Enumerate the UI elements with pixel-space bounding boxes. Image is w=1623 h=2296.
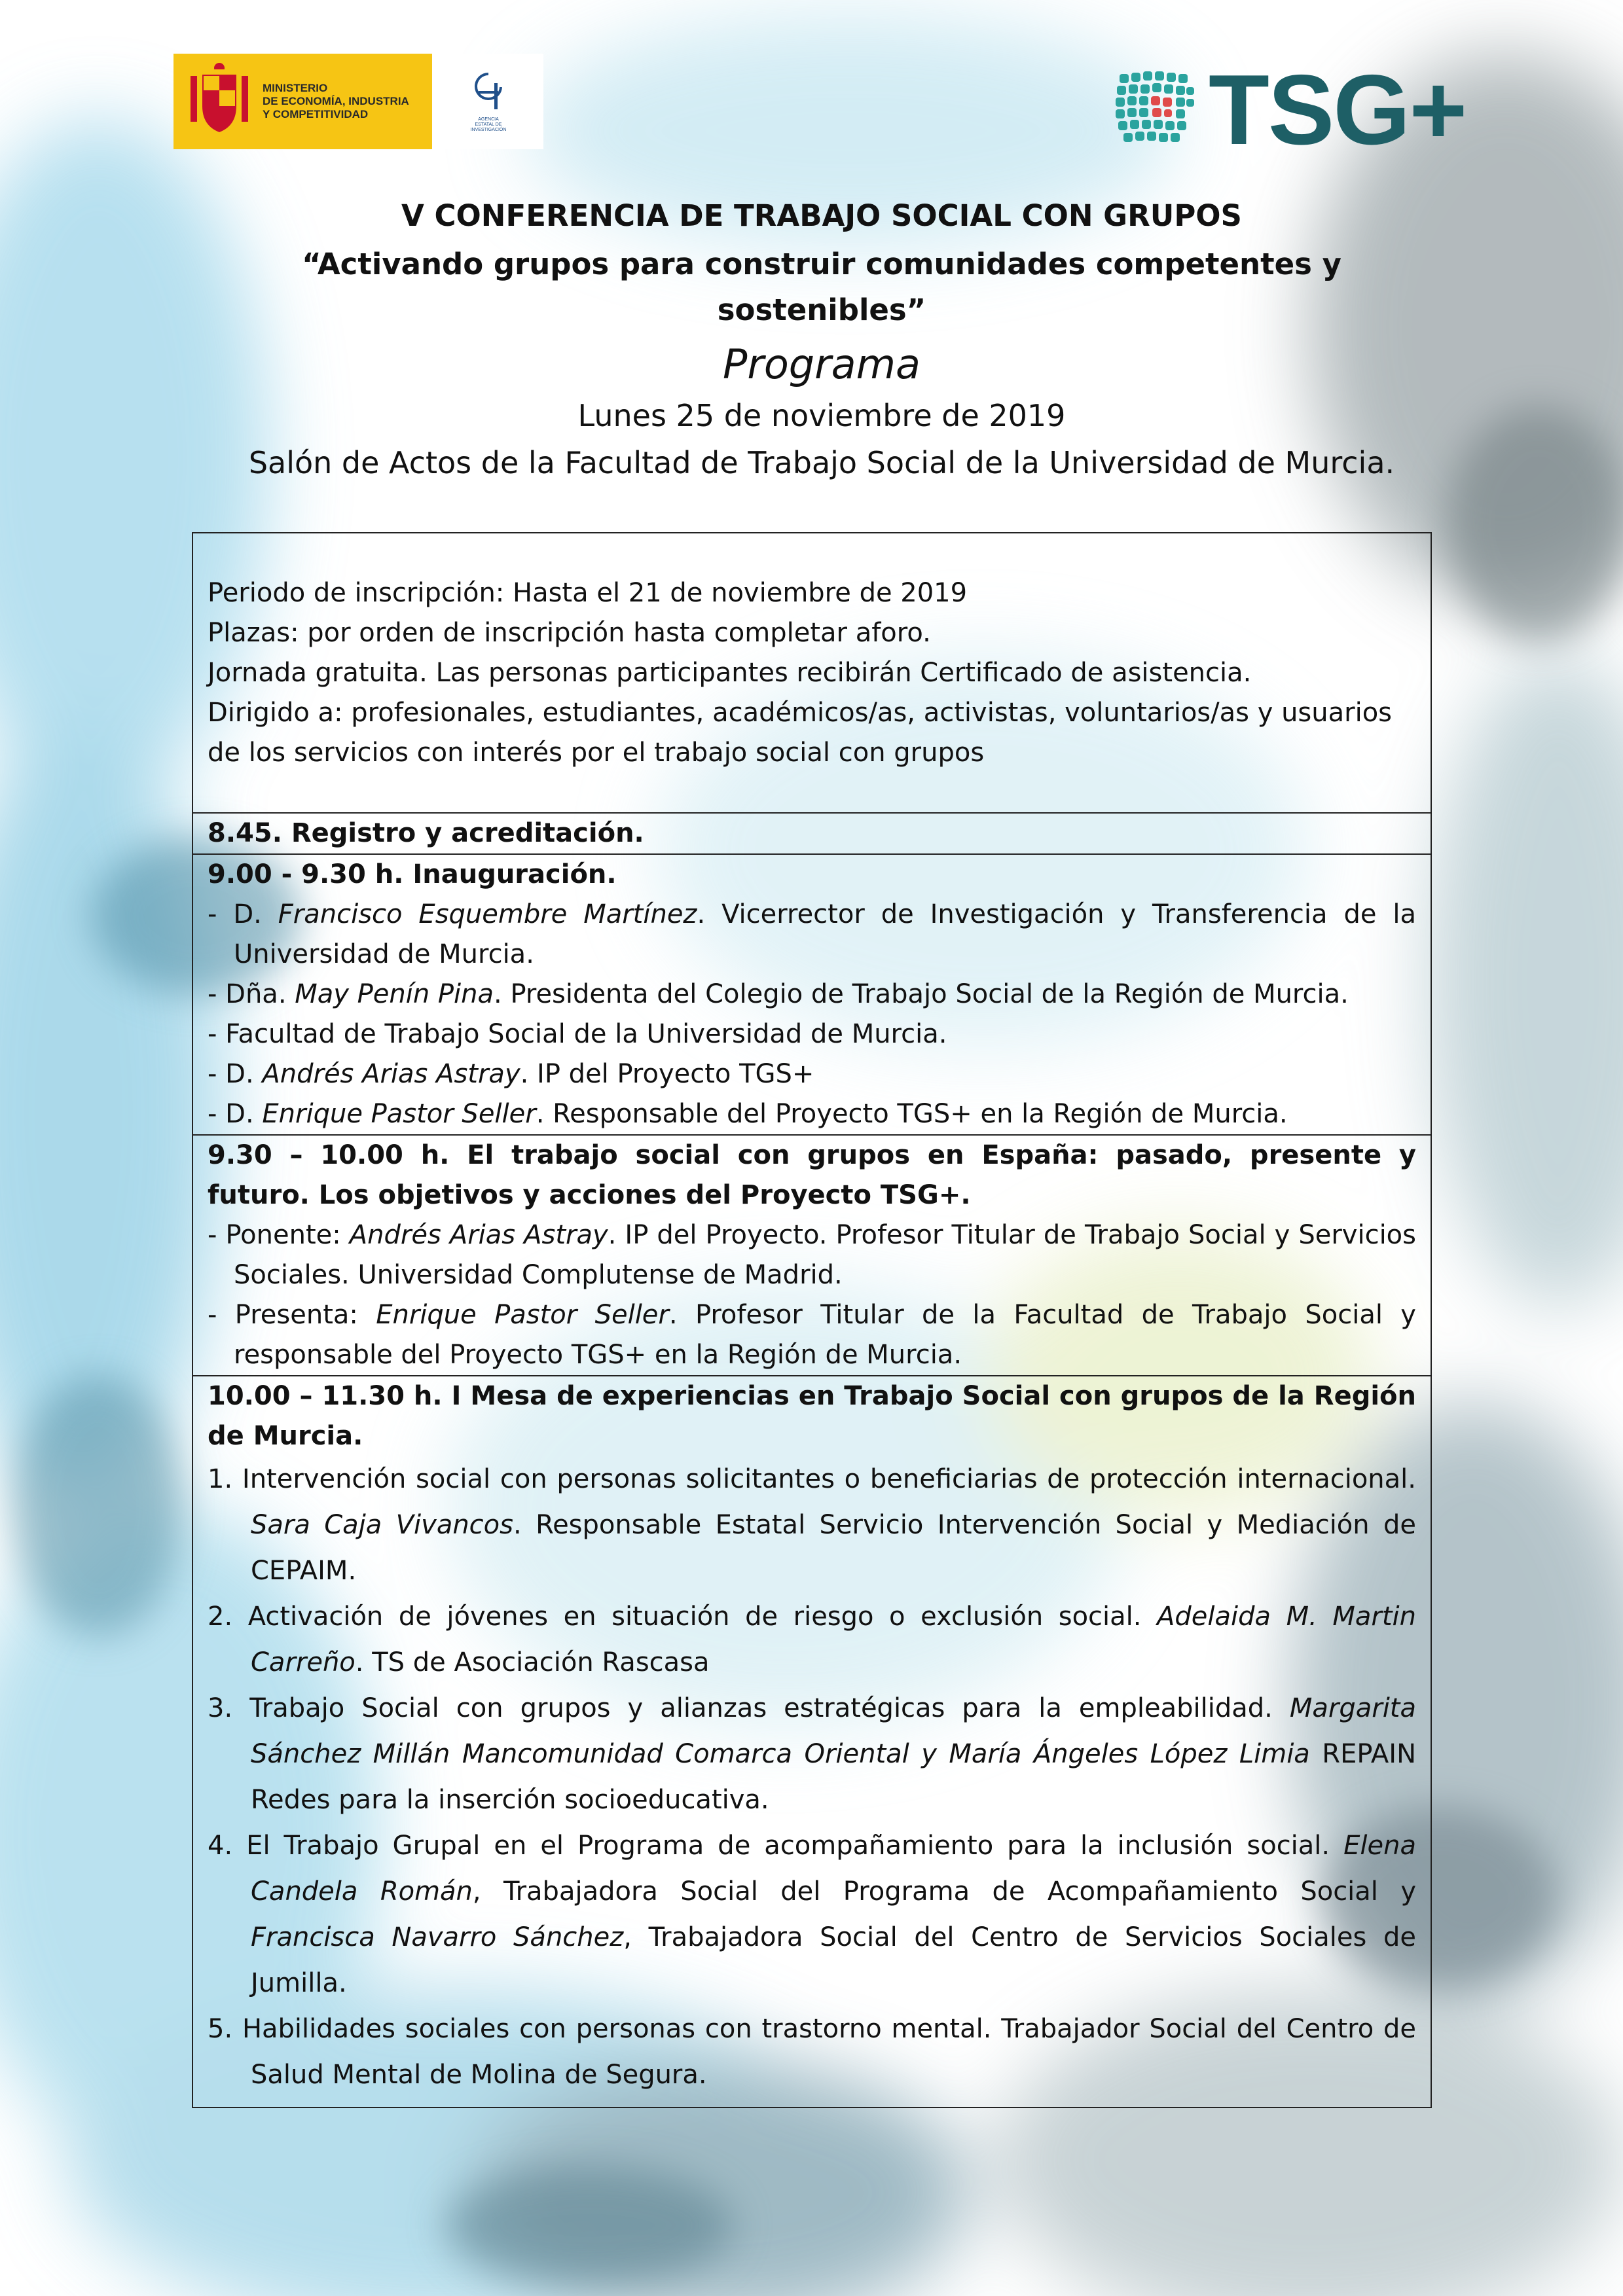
inauguration-speaker: - D. Enrique Pastor Seller. Responsable del Proyecto TGS+ en la Región de Murcia. [208,1099,1288,1129]
free-event-info: Jornada gratuita. Las personas participantes recibirán Certificado de asistencia. [208,658,1252,688]
inauguration-title: 9.00 - 9.30 h. Inauguración. [208,859,617,889]
registration-period: Periodo de inscripción: Hasta el 21 de noviembre de 2019 [208,578,968,608]
inauguration-speaker: - Dña. May Penín Pina. Presidenta del Colegio de Trabajo Social de la Región de Murcia. [208,979,1349,1009]
places-info: Plazas: por orden de inscripción hasta completar aforo. [208,618,931,648]
registration-title: 8.45. Registro y acreditación. [208,818,644,848]
inauguration-speaker: - Facultad de Trabajo Social de la Universidad de Murcia. [208,1019,947,1049]
event-date: Lunes 25 de noviembre de 2019 [577,398,1066,433]
ministry-name: MINISTERIO DE ECONOMÍA, INDUSTRIA Y COMPETITIVIDAD [263,82,409,120]
panel-item: 4. El Trabajo Grupal en el Programa de acompañamiento para la inclusión social. Elena Candela Román, Trabajadora Social del Programa de Acompañamiento Social y Francisca Navarro Sánchez, Trabajadora Social del Centro de Servicios Sociales de Jumilla. [208,1831,1416,1998]
agency-emblem-icon [472,70,505,116]
panel-item: 2. Activación de jóvenes en situación de riesgo o exclusión social. Adelaida M. Martin Carreño. TS de Asociación Rascasa [208,1602,1416,1677]
motto-line-1: “Activando grupos para construir comunidades competentes y [302,247,1341,281]
info-cell [193,533,1431,812]
conference-title: V CONFERENCIA DE TRABAJO SOCIAL CON GRUPOS [401,198,1242,233]
keynote-speaker: - Ponente: Andrés Arias Astray. IP del Proyecto. Profesor Titular de Trabajo Social y Servicios Sociales. Universidad Complutense de Madrid. [208,1220,1416,1290]
panel-title: 10.00 – 11.30 h. I Mesa de experiencias en Trabajo Social con grupos de la Región de Murcia. [208,1381,1416,1451]
agency-caption: AGENCIA ESTATAL DE INVESTIGACIÓN [470,117,507,132]
schedule-registration [193,812,1431,853]
program-heading: Programa [722,340,921,388]
schedule-panel [193,1375,1431,2107]
keynote-presenter: - Presenta: Enrique Pastor Seller. Profesor Titular de la Facultad de Trabajo Social y responsable del Proyecto TGS+ en la Región de Murcia. [208,1300,1416,1370]
agency-logo [433,54,543,149]
coat-of-arms-icon [188,63,251,140]
ministry-logo [173,54,432,149]
schedule-keynote [193,1134,1431,1375]
keynote-title: 9.30 – 10.00 h. El trabajo social con grupos en España: pasado, presente y futuro. Los objetivos y acciones del Proyecto TSG+. [208,1140,1416,1210]
audience-info: Dirigido a: profesionales, estudiantes, académicos/as, activistas, voluntarios/as y usuarios de los servicios con interés por el trabajo social con grupos [208,698,1393,768]
panel-item: 3. Trabajo Social con grupos y alianzas estratégicas para la empleabilidad. Margarita Sánchez Millán Mancomunidad Comarca Oriental y María Ángeles López Limia REPAIN Redes para la inserción socioeducativa. [208,1693,1416,1815]
tsg-wordmark: TSG+ [1209,54,1467,166]
inauguration-speaker: - D. Francisco Esquembre Martínez. Vicerrector de Investigación y Transferencia de la Universidad de Murcia. [208,899,1416,969]
inauguration-speaker: - D. Andrés Arias Astray. IP del Proyecto TGS+ [208,1059,814,1089]
schedule-inauguration [193,853,1431,1134]
program-table [192,532,1432,2108]
tsg-logo [1113,54,1467,166]
event-venue: Salón de Actos de la Facultad de Trabajo Social de la Universidad de Murcia. [248,445,1395,480]
panel-item: 1. Intervención social con personas solicitantes o beneficiarias de protección internacional. Sara Caja Vivancos. Responsable Estatal Servicio Intervención Social y Mediación de CEPAIM. [208,1464,1416,1586]
motto-line-2: sostenibles” [717,293,926,327]
panel-item: 5. Habilidades sociales con personas con trastorno mental. Trabajador Social del Centro de Salud Mental de Molina de Segura. [208,2014,1416,2090]
tsg-mosaic-icon [1113,67,1198,152]
